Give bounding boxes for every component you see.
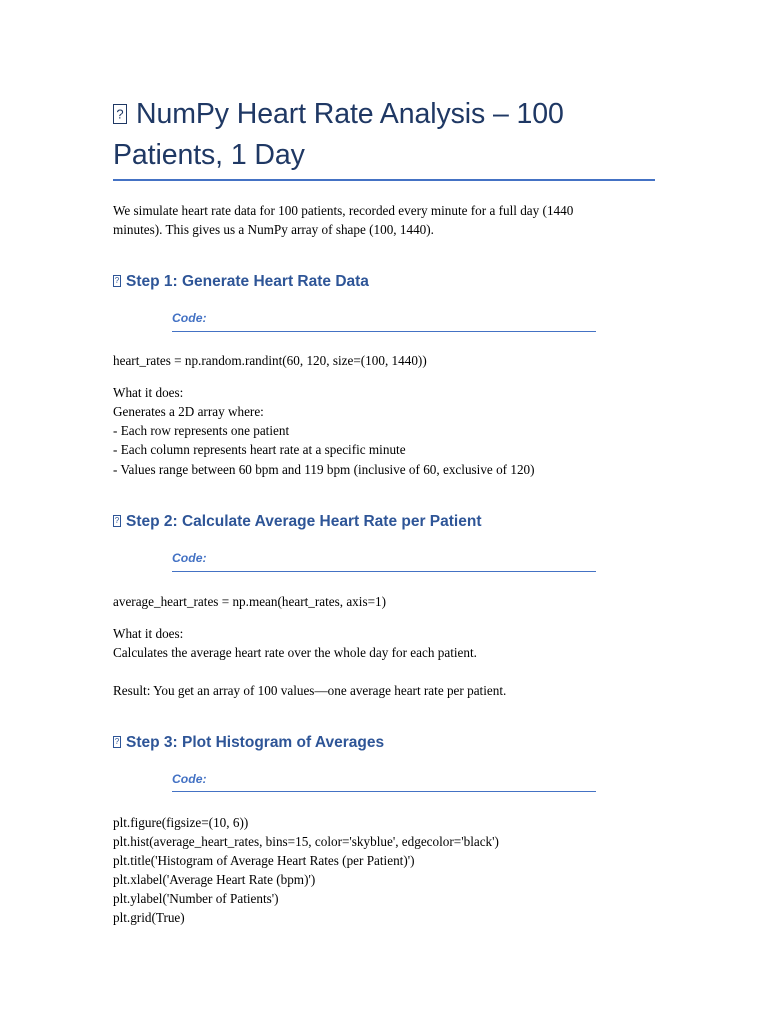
intro-line-2: minutes). This gives us a NumPy array of shape (100, 1440).: [113, 222, 434, 237]
title-text-line-1: NumPy Heart Rate Analysis – 100: [136, 98, 564, 130]
step-1-heading-text: Step 1: Generate Heart Rate Data: [126, 273, 369, 290]
missing-glyph-icon: [113, 275, 121, 287]
step-1-explanation-line: - Each column represents heart rate at a specific minute: [113, 442, 406, 457]
step-3-code-divider: [172, 791, 596, 792]
step-1-explanation-line: What it does:: [113, 385, 184, 400]
title-line-1: [113, 94, 673, 135]
step-2-result-line: Result: You get an array of 100 values—one average heart rate per patient.: [113, 683, 507, 698]
step-3-heading: [113, 733, 384, 753]
step-2-explanation-line: What it does:: [113, 626, 184, 641]
title-text-line-2: Patients, 1 Day: [113, 139, 305, 171]
step-2-heading-text: Step 2: Calculate Average Heart Rate per Patient: [126, 513, 482, 530]
step-2-code-line: average_heart_rates = np.mean(heart_rates, axis=1): [113, 594, 386, 609]
missing-glyph-icon: [113, 515, 121, 527]
step-1-explanation-line: - Each row represents one patient: [113, 423, 290, 438]
step-2-explanation-line: Calculates the average heart rate over the whole day for each patient.: [113, 645, 477, 660]
step-3-code-line: plt.grid(True): [113, 910, 185, 925]
step-1-heading: [113, 272, 369, 292]
step-3-code-label: Code:: [172, 772, 207, 786]
step-3-code-line: plt.title('Histogram of Average Heart Rates (per Patient)'): [113, 853, 415, 868]
missing-glyph-icon: [113, 736, 121, 748]
intro-line-1: We simulate heart rate data for 100 patients, recorded every minute for a full day (1440: [113, 203, 574, 218]
page-title: [113, 94, 673, 176]
step-2-code-label: Code:: [172, 551, 207, 565]
step-1-code-label: Code:: [172, 311, 207, 325]
step-1-code-divider: [172, 331, 596, 332]
step-3-code-line: plt.ylabel('Number of Patients'): [113, 891, 279, 906]
step-2-code-divider: [172, 571, 596, 572]
step-3-code-line: plt.figure(figsize=(10, 6)): [113, 815, 249, 830]
missing-glyph-icon: [113, 104, 127, 124]
step-3-code-line: plt.xlabel('Average Heart Rate (bpm)'): [113, 872, 316, 887]
step-1-explanation-line: Generates a 2D array where:: [113, 404, 264, 419]
step-1-explanation-line: - Values range between 60 bpm and 119 bpm (inclusive of 60, exclusive of 120): [113, 462, 535, 477]
step-1-code-line: heart_rates = np.random.randint(60, 120, size=(100, 1440)): [113, 353, 427, 368]
step-3-code-line: plt.hist(average_heart_rates, bins=15, color='skyblue', edgecolor='black'): [113, 834, 499, 849]
step-3-heading-text: Step 3: Plot Histogram of Averages: [126, 734, 385, 751]
step-2-heading: [113, 512, 481, 532]
title-underline-divider: [113, 179, 655, 181]
